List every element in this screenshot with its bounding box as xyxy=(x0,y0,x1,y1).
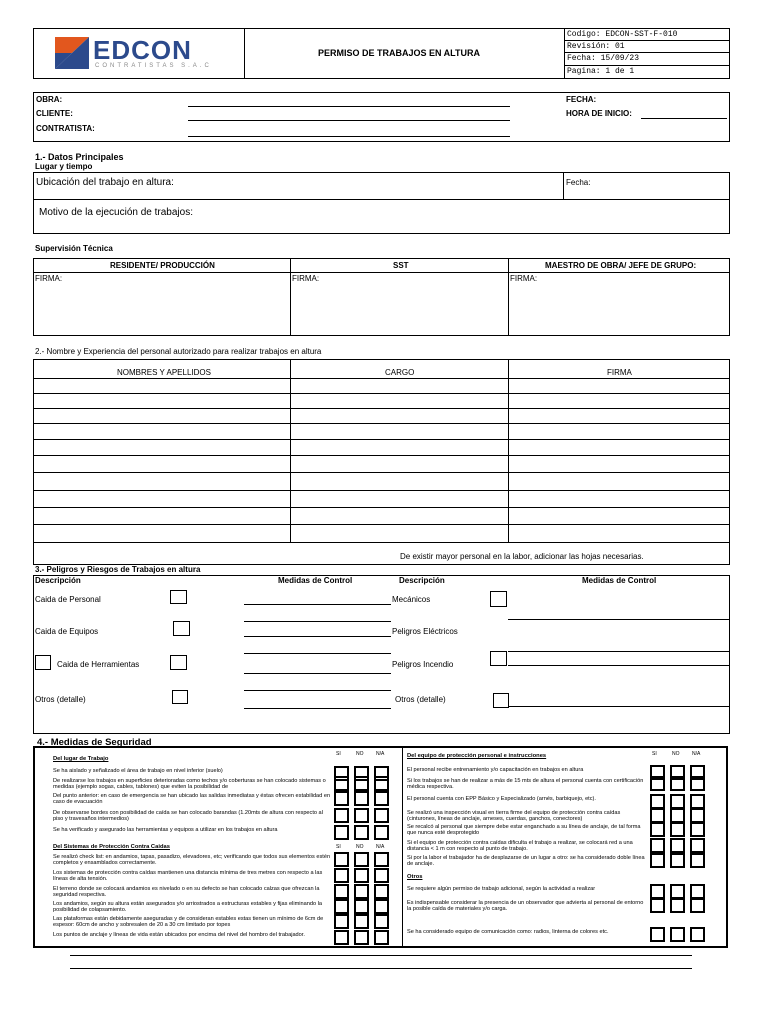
personnel-header-cargo: CARGO xyxy=(385,368,415,377)
measure-si-checkbox[interactable] xyxy=(334,791,349,806)
measure-si-checkbox[interactable] xyxy=(650,808,665,823)
footer-line xyxy=(70,955,692,956)
measure-item: Se realizó una inspección visual en tierra firme del equipo de protección contra caídas (cinturones, líneas de anclaje, arneses, cuerdas, ganchos, conectores) xyxy=(407,810,621,823)
measure-si-checkbox[interactable] xyxy=(650,927,665,942)
group-title: Del Sistemas de Protección Contra Caidas xyxy=(53,844,170,850)
table-row[interactable] xyxy=(33,393,730,394)
document-code: Codigo: EDCON-SST-F-010 xyxy=(567,30,678,39)
measure-item: Se ha considerado equipo de comunicación como: radios, linterna de colores etc. xyxy=(407,929,609,935)
measure-item: Se ha aislado y señalizado el área de trabajo en nivel inferior (suelo) xyxy=(53,768,223,774)
obra-input[interactable] xyxy=(188,106,510,107)
personnel-col-line xyxy=(508,359,509,542)
measure-item: De observarse bordes con posibilidad de caída se han colocado barandas (1.20mts de altura con respecto al piso y travesaños intermedios) xyxy=(53,810,323,823)
logo-subtext: CONTRATISTAS S.A.C xyxy=(95,63,212,69)
measure-na-checkbox[interactable] xyxy=(374,868,389,883)
table-row[interactable] xyxy=(33,542,730,543)
measure-item: Se requiere algún permiso de trabajo adicional, según la actividad a realizar xyxy=(407,886,596,892)
table-row[interactable] xyxy=(33,507,730,508)
contratista-label: CONTRATISTA: xyxy=(36,124,95,133)
group-title: Del equipo de protección personal e instrucciones xyxy=(407,753,547,759)
header-divider xyxy=(564,28,565,79)
document-revision: Revisión: 01 xyxy=(567,42,625,51)
table-row[interactable] xyxy=(33,490,730,491)
control-line[interactable] xyxy=(244,690,391,691)
hazard-caida-equipos: Caida de Equipos xyxy=(35,627,99,636)
measure-item: Si por la labor el trabajador ha de desplazarse de un lugar a otro: se ha considerado doble línea de anclaje. xyxy=(407,855,645,868)
col-label-na: N/A xyxy=(376,844,385,850)
cliente-input[interactable] xyxy=(188,120,510,121)
ubicacion-label[interactable]: Ubicación del trabajo en altura: xyxy=(36,177,174,188)
measure-na-checkbox[interactable] xyxy=(374,808,389,823)
hazard-otros-left-checkbox[interactable] xyxy=(172,690,188,704)
header-divider xyxy=(564,65,730,66)
section4-title: 4.- Medidas de Seguridad xyxy=(37,737,152,748)
hazards-table xyxy=(33,575,730,734)
measure-na-checkbox[interactable] xyxy=(374,791,389,806)
control-line[interactable] xyxy=(244,708,391,709)
hora-inicio-label: HORA DE INICIO: xyxy=(566,109,632,118)
hazard-otros-right-checkbox[interactable] xyxy=(493,693,509,708)
cliente-label: CLIENTE: xyxy=(36,109,73,118)
measure-na-checkbox[interactable] xyxy=(374,930,389,945)
hazard-mecanicos-checkbox[interactable] xyxy=(490,591,507,607)
hazard-caida-herramientas-checkbox[interactable] xyxy=(35,655,51,670)
safety-middle-line xyxy=(402,746,403,948)
supervision-header-residente: RESIDENTE/ PRODUCCIÓN xyxy=(110,261,215,270)
measure-si-checkbox[interactable] xyxy=(650,898,665,913)
header-divider xyxy=(564,40,730,41)
contratista-input[interactable] xyxy=(188,136,510,137)
control-line[interactable] xyxy=(244,621,391,622)
section2-title: 2.- Nombre y Experiencia del personal autorizado para realizar trabajos en altura xyxy=(35,347,322,356)
supervision-header-line xyxy=(33,272,730,273)
measure-si-checkbox[interactable] xyxy=(334,899,349,914)
measure-item: Los andamios, según su altura están asegurados y/o arriostrados a estructuras estables y fijas eliminando la posibilidad de colapsamiento. xyxy=(53,901,322,914)
supervision-title: Supervisión Técnica xyxy=(35,244,113,253)
measure-no-checkbox[interactable] xyxy=(354,791,369,806)
hazards-header-control-left: Medidas de Control xyxy=(278,576,353,585)
measure-na-checkbox[interactable] xyxy=(690,853,705,868)
personnel-note: De existir mayor personal en la labor, adicionar las hojas necesarias. xyxy=(400,552,644,561)
control-line[interactable] xyxy=(244,653,391,654)
measure-si-checkbox[interactable] xyxy=(650,822,665,837)
measure-item: El personal cuenta con EPP Básico y Especializado (arnés, barbiquejo, etc). xyxy=(407,796,596,802)
measure-item: El terreno donde se colocará andamios es nivelado o en su defecto se han colocado calzas que ofrezcan la seguridad respectiva. xyxy=(53,886,320,899)
header-divider xyxy=(564,52,730,53)
measure-no-checkbox[interactable] xyxy=(670,808,685,823)
personnel-col-line xyxy=(290,359,291,542)
hazard-caida-personal: Caida de Personal xyxy=(35,595,101,604)
table-row[interactable] xyxy=(33,378,730,379)
hazard-electricos: Peligros Eléctricos xyxy=(392,627,458,636)
control-line[interactable] xyxy=(508,619,730,620)
measure-na-checkbox[interactable] xyxy=(690,794,705,809)
firma-residente[interactable]: FIRMA: xyxy=(35,274,63,283)
measure-no-checkbox[interactable] xyxy=(670,927,685,942)
measure-no-checkbox[interactable] xyxy=(670,776,685,791)
measure-na-checkbox[interactable] xyxy=(690,776,705,791)
measure-item: De realizarse los trabajos en superficies deterioradas como techos y/o coberturas se han colocado sistemas o medidas (ejemplo sogas, cables, tablones) que eviten la posibilidad de xyxy=(53,778,326,791)
hazard-otros-left: Otros (detalle) xyxy=(35,695,86,704)
personnel-table xyxy=(33,359,730,565)
logo-text: EDCON xyxy=(93,35,192,65)
measure-no-checkbox[interactable] xyxy=(670,838,685,853)
measure-no-checkbox[interactable] xyxy=(354,825,369,840)
measure-na-checkbox[interactable] xyxy=(374,825,389,840)
measure-si-checkbox[interactable] xyxy=(650,776,665,791)
control-line[interactable] xyxy=(244,604,391,605)
measure-si-checkbox[interactable] xyxy=(650,794,665,809)
supervision-col-line xyxy=(508,258,509,336)
measure-si-checkbox[interactable] xyxy=(334,914,349,929)
hazard-caida-herramientas: Caida de Herramientas xyxy=(57,660,140,669)
section1-subtitle: Lugar y tiempo xyxy=(35,162,93,171)
supervision-header-maestro: MAESTRO DE OBRA/ JEFE DE GRUPO: xyxy=(545,261,697,270)
col-label-si: SI xyxy=(336,751,341,757)
table-row[interactable] xyxy=(33,408,730,409)
measure-no-checkbox[interactable] xyxy=(670,853,685,868)
measure-si-checkbox[interactable] xyxy=(334,852,349,867)
header-divider xyxy=(244,28,245,79)
measure-no-checkbox[interactable] xyxy=(670,794,685,809)
hazard-mecanicos: Mecánicos xyxy=(392,595,431,604)
group-title: Del lugar de Trabajo xyxy=(53,756,109,762)
measure-item: Si el equipo de protección contra caídas dificulta el trabajo a realizar, se colocará red a una distancia < 1 m con respecto al punto de trabajo. xyxy=(407,840,633,853)
measure-item: Se ha verificado y asegurado las herramientas y equipos a utilizar en los trabajos en altura xyxy=(53,827,278,833)
section1-divider xyxy=(563,172,564,199)
document-title: PERMISO DE TRABAJOS EN ALTURA xyxy=(318,48,481,58)
col-label-no: NO xyxy=(672,751,680,757)
measure-item: Si los trabajos se han de realizar a más de 15 mts de altura el personal cuenta con certificación médica respectiva. xyxy=(407,778,644,791)
section3-title: 3.- Peligros y Riesgos de Trabajos en altura xyxy=(35,565,201,574)
personnel-header-nombres: NOMBRES Y APELLIDOS xyxy=(117,368,211,377)
ubicacion-fecha-label[interactable]: Fecha: xyxy=(566,178,591,187)
measure-item: Se recalcó al personal que siempre debe estar enganchado a su línea de anclaje, de tal forma que nunca esté desprotegido xyxy=(407,824,641,837)
supervision-header-sst: SST xyxy=(393,261,409,270)
control-line[interactable] xyxy=(508,651,730,652)
table-row[interactable] xyxy=(33,524,730,525)
measure-na-checkbox[interactable] xyxy=(690,808,705,823)
measure-item: Del punto anterior: en caso de emergencia se han ubicado las salidas inmediatas y éstas ofrecen estabilidad en caso de evacuación xyxy=(53,793,331,806)
measure-item: Se realizó check list: en andamios, tapas, pasadizo, elevadores, etc; verificando que todos sus elementos estén completos y ensamblados correctamente. xyxy=(53,854,331,867)
hazard-incendio-checkbox[interactable] xyxy=(490,651,507,666)
measure-si-checkbox[interactable] xyxy=(334,776,349,791)
section1-title: 1.- Datos Principales xyxy=(35,152,124,162)
measure-item: Los puntos de anclaje y líneas de vida están ubicados por encima del nivel del hombro del trabajador. xyxy=(53,932,305,938)
measure-no-checkbox[interactable] xyxy=(354,930,369,945)
measure-na-checkbox[interactable] xyxy=(374,776,389,791)
measure-na-checkbox[interactable] xyxy=(690,927,705,942)
control-line[interactable] xyxy=(508,665,730,666)
logo-mark-icon xyxy=(55,37,89,69)
measure-si-checkbox[interactable] xyxy=(334,930,349,945)
measure-si-checkbox[interactable] xyxy=(334,868,349,883)
firma-sst[interactable]: FIRMA: xyxy=(292,274,320,283)
control-line[interactable] xyxy=(508,706,730,707)
measure-na-checkbox[interactable] xyxy=(374,884,389,899)
motivo-label[interactable]: Motivo de la ejecución de trabajos: xyxy=(39,207,193,218)
hazards-header-control-right: Medidas de Control xyxy=(582,576,657,585)
measure-item: Las plataformas están debidamente aseguradas y de consideran estables estas tienen un mínimo de 6cm de espesor: 60cm de ancho y sobresalen de 20 a 30 cm limitado por topes xyxy=(53,916,324,929)
measure-na-checkbox[interactable] xyxy=(690,822,705,837)
measure-na-checkbox[interactable] xyxy=(690,838,705,853)
measure-na-checkbox[interactable] xyxy=(374,914,389,929)
firma-maestro[interactable]: FIRMA: xyxy=(510,274,538,283)
measure-item: Es indispensable considerar la presencia de un observador que advierta al personal de entorno la posible caída de materiales y/o carga. xyxy=(407,900,644,913)
document-pages: Pagina: 1 de 1 xyxy=(567,67,635,76)
measure-na-checkbox[interactable] xyxy=(690,898,705,913)
measure-na-checkbox[interactable] xyxy=(374,852,389,867)
control-line[interactable] xyxy=(244,673,391,674)
fecha-label: FECHA: xyxy=(566,95,597,104)
measure-item: Los sistemas de protección contra caídas mantienen una distancia mínima de tres metres con respecto a las líneas de alta tensión. xyxy=(53,870,323,883)
hazards-header-desc-left: Descripción xyxy=(35,576,81,585)
col-label-no: NO xyxy=(356,751,364,757)
measure-no-checkbox[interactable] xyxy=(354,776,369,791)
measure-si-checkbox[interactable] xyxy=(334,808,349,823)
document-date: Fecha: 15/09/23 xyxy=(567,54,640,63)
measure-na-checkbox[interactable] xyxy=(690,884,705,899)
measure-no-checkbox[interactable] xyxy=(354,808,369,823)
hora-inicio-input[interactable] xyxy=(641,118,727,119)
measure-no-checkbox[interactable] xyxy=(670,884,685,899)
hazard-caida-equipos-checkbox[interactable] xyxy=(173,621,190,636)
hazard-incendio: Peligros Incendio xyxy=(392,660,454,669)
measure-no-checkbox[interactable] xyxy=(354,884,369,899)
control-line[interactable] xyxy=(244,636,391,637)
table-row[interactable] xyxy=(33,423,730,424)
measure-si-checkbox[interactable] xyxy=(334,825,349,840)
table-row[interactable] xyxy=(33,455,730,456)
col-label-na: N/A xyxy=(692,751,701,757)
measure-si-checkbox[interactable] xyxy=(650,853,665,868)
personnel-header-firma: FIRMA xyxy=(607,368,632,377)
col-label-na: N/A xyxy=(376,751,385,757)
measure-no-checkbox[interactable] xyxy=(354,914,369,929)
company-logo xyxy=(55,37,235,73)
col-label-si: SI xyxy=(652,751,657,757)
col-label-no: NO xyxy=(356,844,364,850)
measure-no-checkbox[interactable] xyxy=(670,898,685,913)
table-row[interactable] xyxy=(33,472,730,473)
measure-si-checkbox[interactable] xyxy=(650,884,665,899)
hazard-caida-herramientas-control-checkbox[interactable] xyxy=(170,655,187,670)
measure-item: El personal recibe entrenamiento y/o capacitación en trabajos en altura xyxy=(407,767,584,773)
col-label-si: SI xyxy=(336,844,341,850)
measure-no-checkbox[interactable] xyxy=(354,852,369,867)
section1-divider xyxy=(33,199,730,200)
obra-label: OBRA: xyxy=(36,95,63,104)
hazard-caida-personal-checkbox[interactable] xyxy=(170,590,187,604)
measure-si-checkbox[interactable] xyxy=(650,838,665,853)
measure-na-checkbox[interactable] xyxy=(374,899,389,914)
measure-si-checkbox[interactable] xyxy=(334,884,349,899)
measure-no-checkbox[interactable] xyxy=(354,868,369,883)
supervision-col-line xyxy=(290,258,291,336)
table-row[interactable] xyxy=(33,439,730,440)
hazard-otros-right: Otros (detalle) xyxy=(395,695,446,704)
measure-no-checkbox[interactable] xyxy=(354,899,369,914)
measure-no-checkbox[interactable] xyxy=(670,822,685,837)
hazards-header-desc-right: Descripción xyxy=(399,576,445,585)
footer-line xyxy=(70,968,692,969)
group-title: Otros xyxy=(407,874,423,880)
